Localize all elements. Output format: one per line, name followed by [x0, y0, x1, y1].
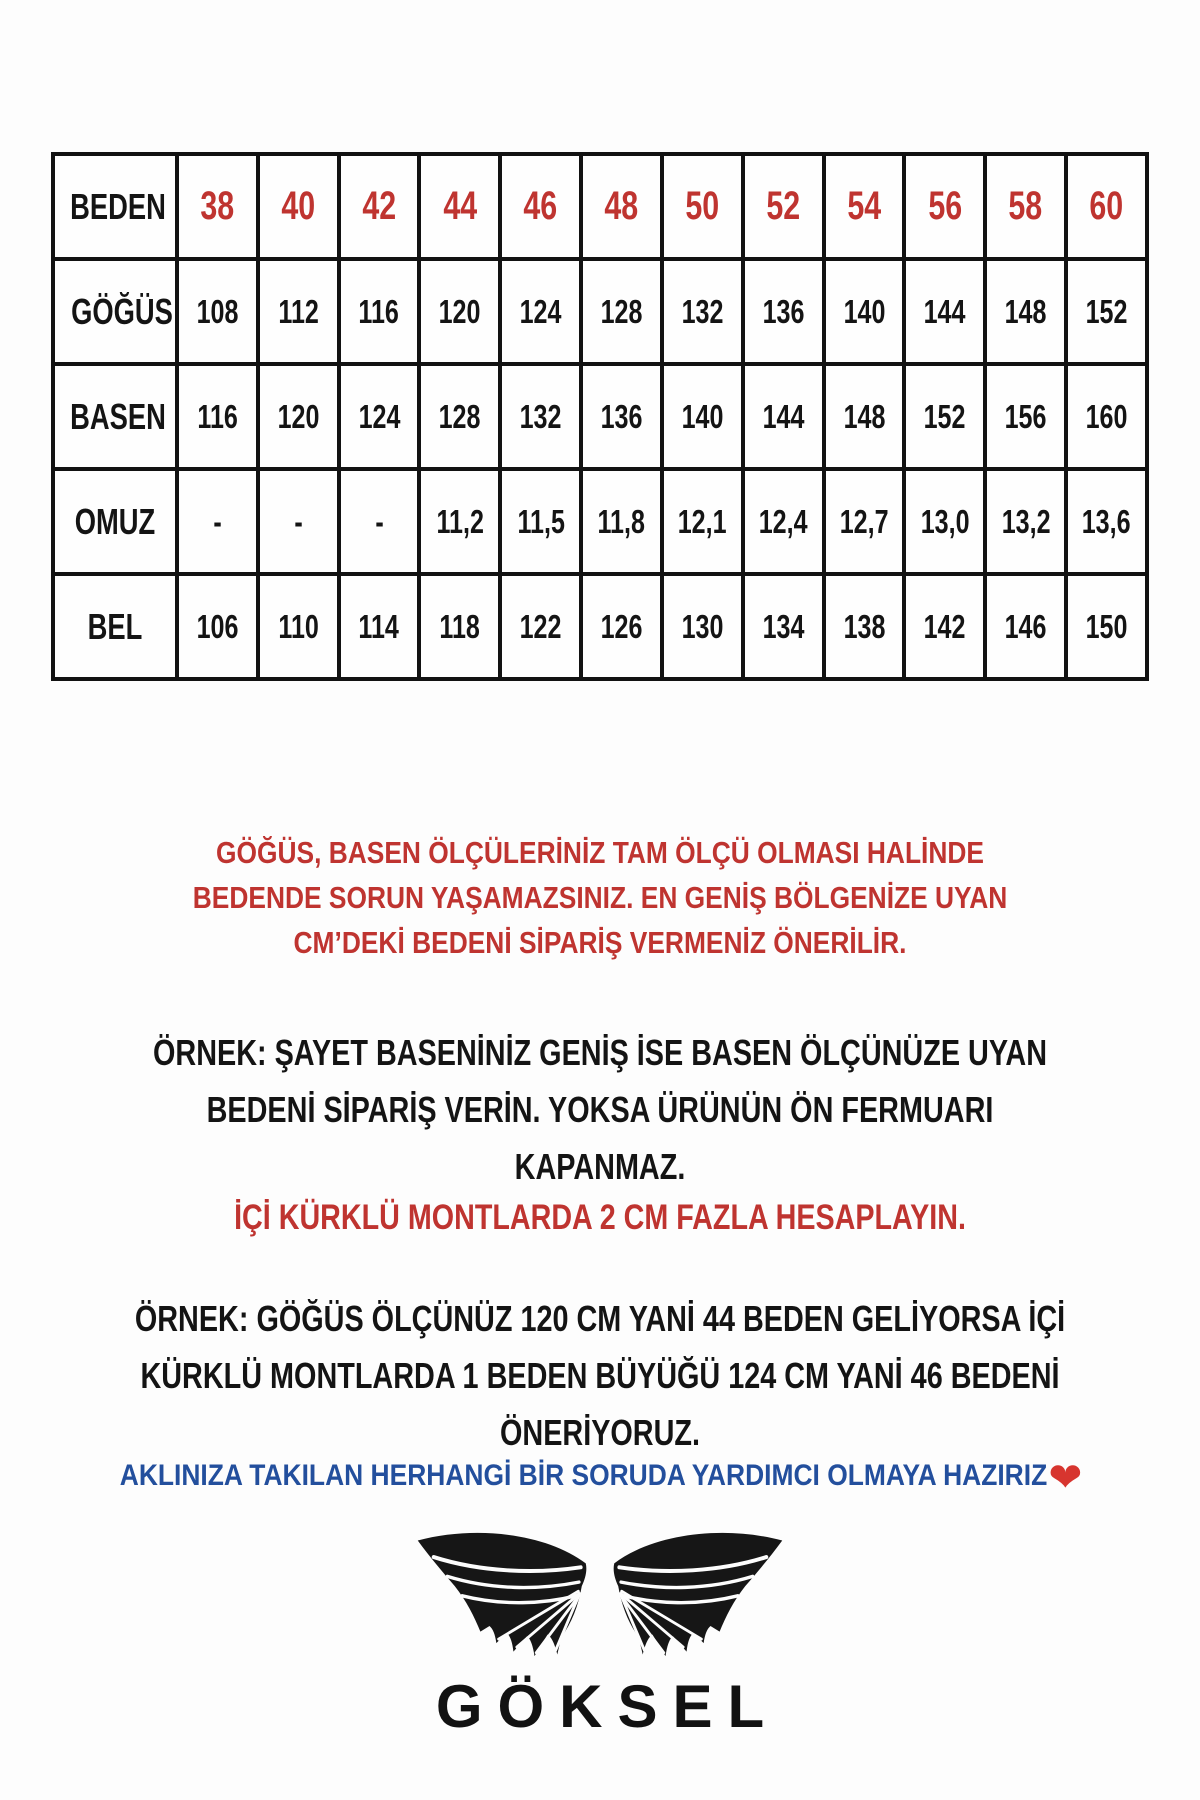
value-cell: 132	[662, 259, 743, 364]
size-table-row	[53, 574, 1147, 679]
value-cell: 46	[500, 154, 581, 259]
row-label-cell: BEL	[53, 574, 177, 679]
size-table-row	[53, 469, 1147, 574]
value-cell: 11,2	[419, 469, 500, 574]
value-cell: 112	[258, 259, 339, 364]
value-cell: 110	[258, 574, 339, 679]
row-label-cell: BEDEN	[53, 154, 177, 259]
value-cell: 12,1	[662, 469, 743, 574]
value-cell: 13,2	[985, 469, 1066, 574]
value-cell: 144	[904, 259, 985, 364]
value-cell: 12,7	[824, 469, 905, 574]
value-cell: 124	[500, 259, 581, 364]
brand-name: GÖKSEL	[435, 1673, 780, 1740]
note-line: ÖRNEK: ŞAYET BASENİNİZ GENİŞ İSE BASEN ÖLÇÜNÜZE UYAN	[153, 1032, 1047, 1073]
note-line: BEDENDE SORUN YAŞAMAZSINIZ. EN GENİŞ BÖLGENİZE UYAN	[192, 880, 1008, 915]
value-cell: 156	[985, 364, 1066, 469]
value-cell: 42	[339, 154, 420, 259]
note-line: KAPANMAZ.	[514, 1146, 686, 1187]
wings-icon	[410, 1532, 790, 1663]
row-label-cell: BASEN	[53, 364, 177, 469]
note-line: KÜRKLÜ MONTLARDA 1 BEDEN BÜYÜĞÜ 124 CM YANİ 46 BEDENİ	[140, 1355, 1060, 1396]
value-cell: 120	[419, 259, 500, 364]
value-cell: 152	[904, 364, 985, 469]
note-line: İÇİ KÜRKLÜ MONTLARDA 2 CM FAZLA HESAPLAYIN.	[234, 1198, 966, 1237]
value-cell: 13,0	[904, 469, 985, 574]
value-cell: 130	[662, 574, 743, 679]
note-exact-measure-advice	[0, 830, 1200, 965]
size-table-row	[53, 154, 1147, 259]
value-cell: -	[258, 469, 339, 574]
value-cell: 142	[904, 574, 985, 679]
value-cell: 146	[985, 574, 1066, 679]
value-cell: 152	[1066, 259, 1147, 364]
note-line: BEDENİ SİPARİŞ VERİN. YOKSA ÜRÜNÜN ÖN FERMUARI	[206, 1089, 994, 1130]
value-cell: 136	[581, 364, 662, 469]
value-cell: 38	[177, 154, 258, 259]
value-cell: 116	[177, 364, 258, 469]
value-cell: 128	[419, 364, 500, 469]
note-line: ÖRNEK: GÖĞÜS ÖLÇÜNÜZ 120 CM YANİ 44 BEDEN GELİYORSA İÇİ	[134, 1298, 1066, 1339]
value-cell: 58	[985, 154, 1066, 259]
value-cell: 122	[500, 574, 581, 679]
value-cell: 12,4	[743, 469, 824, 574]
note-fur-lined-warning	[0, 1198, 1200, 1238]
note-help-offer	[0, 1456, 1200, 1498]
value-cell: -	[339, 469, 420, 574]
size-table-row	[53, 259, 1147, 364]
value-cell: 54	[824, 154, 905, 259]
note-hip-example	[0, 1024, 1200, 1195]
value-cell: 106	[177, 574, 258, 679]
value-cell: 50	[662, 154, 743, 259]
size-table	[51, 152, 1149, 681]
value-cell: 138	[824, 574, 905, 679]
value-cell: 11,5	[500, 469, 581, 574]
value-cell: 118	[419, 574, 500, 679]
brand-logo	[0, 1532, 1200, 1741]
note-line: ÖNERİYORUZ.	[499, 1412, 700, 1453]
value-cell: 120	[258, 364, 339, 469]
value-cell: 56	[904, 154, 985, 259]
value-cell: 11,8	[581, 469, 662, 574]
value-cell: 148	[824, 364, 905, 469]
value-cell: 134	[743, 574, 824, 679]
note-line: GÖĞÜS, BASEN ÖLÇÜLERİNİZ TAM ÖLÇÜ OLMASI HALİNDE	[215, 835, 985, 870]
value-cell: 108	[177, 259, 258, 364]
value-cell: 44	[419, 154, 500, 259]
value-cell: -	[177, 469, 258, 574]
size-table-row	[53, 364, 1147, 469]
value-cell: 160	[1066, 364, 1147, 469]
value-cell: 13,6	[1066, 469, 1147, 574]
value-cell: 40	[258, 154, 339, 259]
value-cell: 52	[743, 154, 824, 259]
note-help-text: AKLINIZA TAKILAN HERHANGİ BİR SORUDA YARDIMCI OLMAYA HAZIRIZ	[119, 1459, 1048, 1492]
value-cell: 150	[1066, 574, 1147, 679]
note-fur-lined-example	[0, 1290, 1200, 1461]
value-cell: 60	[1066, 154, 1147, 259]
row-label-cell: GÖĞÜS	[53, 259, 177, 364]
value-cell: 136	[743, 259, 824, 364]
value-cell: 140	[824, 259, 905, 364]
note-line: CM’DEKİ BEDENİ SİPARİŞ VERMENİZ ÖNERİLİR.	[293, 925, 907, 960]
value-cell: 48	[581, 154, 662, 259]
value-cell: 116	[339, 259, 420, 364]
value-cell: 128	[581, 259, 662, 364]
heart-icon: ❤	[1048, 1456, 1083, 1500]
value-cell: 126	[581, 574, 662, 679]
value-cell: 140	[662, 364, 743, 469]
row-label-cell: OMUZ	[53, 469, 177, 574]
value-cell: 132	[500, 364, 581, 469]
value-cell: 148	[985, 259, 1066, 364]
value-cell: 124	[339, 364, 420, 469]
value-cell: 114	[339, 574, 420, 679]
value-cell: 144	[743, 364, 824, 469]
size-table-container	[51, 152, 1149, 681]
